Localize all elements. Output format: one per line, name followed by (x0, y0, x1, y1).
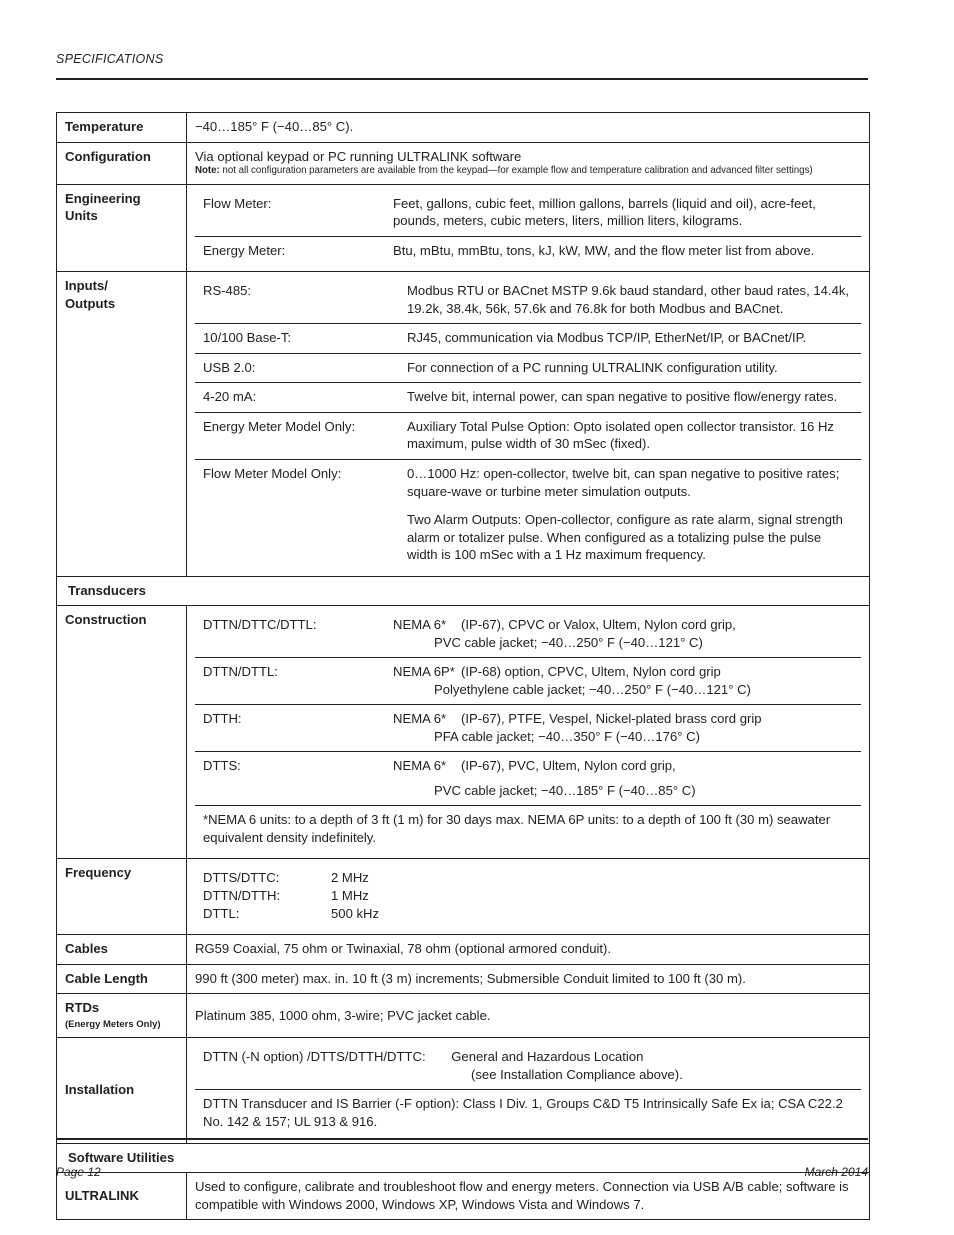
note-prefix: Note: (195, 165, 220, 177)
install-row-1 (195, 1043, 861, 1090)
row-label-inputs-outputs: Inputs/ Outputs (57, 272, 187, 576)
note-body: not all configuration parameters are available from the keypad—for example flow and temperature calibration and advanced filter settings) (219, 165, 813, 177)
io-value-energy-meter-only: Auxiliary Total Pulse Option: Opto isolated open collector transistor. 16 Hz maximum, pulse width of 30 mSec (fixed). (399, 412, 861, 459)
io-key-4-20ma: 4-20 mA: (195, 383, 399, 413)
row-value-engineering-units (187, 184, 870, 272)
install-key-1: DTTN (-N option) /DTTS/DTTH/DTTC: (203, 1049, 426, 1065)
install-row-2: DTTN Transducer and IS Barrier (-F option): Class I Div. 1, Groups C&D T5 Intrinsically Safe Ex ia; CSA C22.2 No. 142 & 157; UL 913 & 916. (203, 1096, 843, 1129)
row-label-installation: Installation (57, 1038, 187, 1143)
con-line2-3: PFA cable jacket; −40…350° F (−40…176° C) (434, 728, 700, 744)
freq-key-1: DTTS/DTTC: (203, 870, 280, 886)
freq-value-1: 2 MHz (331, 870, 369, 886)
row-value-installation (187, 1038, 870, 1143)
table-row (195, 705, 861, 752)
engineering-units-subtable (195, 190, 861, 266)
con-line1-2: (IP-68) option, CPVC, Ultem, Nylon cord grip (461, 664, 721, 680)
con-key-3: DTTH: (195, 705, 385, 752)
row-value-cables: RG59 Coaxial, 75 ohm or Twinaxial, 78 ohm (optional armored conduit). (187, 935, 870, 965)
table-row-construction (57, 606, 870, 859)
rtds-label-text: RTDs (65, 1000, 100, 1016)
table-row-installation (57, 1038, 870, 1143)
row-value-ultralink: Used to configure, calibrate and troubleshoot flow and energy meters. Connection via USB A/B cable; software is compatible with Windows 2000, Windows XP, Windows Vista and Windows 7. (187, 1173, 870, 1220)
row-label-construction: Construction (57, 606, 187, 859)
row-value-inputs-outputs (187, 272, 870, 576)
row-label-configuration: Configuration (57, 142, 187, 184)
footer-page-number: Page 12 (56, 1165, 101, 1179)
row-label-temperature: Temperature (57, 113, 187, 143)
table-row (195, 190, 861, 237)
io-value-alarm-outputs: Two Alarm Outputs: Open-collector, configure as rate alarm, signal strength alarm or totalizer pulse. When configured as a totalizing pulse the pulse width is 100 mSec with a 1 Hz maximum frequency. (407, 512, 843, 563)
row-value-cable-length: 990 ft (300 meter) max. in. 10 ft (3 m) increments; Submersible Conduit limited to 100 ft (30 m). (187, 964, 870, 994)
install-line2: (see Installation Compliance above). (471, 1066, 683, 1082)
table-row (195, 412, 861, 459)
table-row (195, 752, 861, 806)
table-row (195, 1043, 861, 1090)
running-head: SPECIFICATIONS (56, 52, 164, 66)
construction-subtable (195, 611, 861, 852)
install-line1: General and Hazardous Location (451, 1049, 644, 1065)
con-line2-2: Polyethylene cable jacket; −40…250° F (−40…121° C) (434, 681, 751, 697)
con-value-1 (385, 611, 861, 658)
table-row (195, 277, 861, 324)
row-value-rtds: Platinum 385, 1000 ohm, 3-wire; PVC jacket cable. (187, 994, 870, 1038)
inputs-outputs-subtable (195, 277, 861, 569)
table-row-temperature (57, 113, 870, 143)
frequency-subtable (195, 864, 861, 928)
table-row (195, 506, 861, 570)
row-label-cable-length: Cable Length (57, 964, 187, 994)
io-value-flow-meter-only: 0…1000 Hz: open-collector, twelve bit, can span negative to positive rates; square-wave or turbine meter simulation outputs. (407, 465, 840, 499)
io-key-alarm-blank (195, 506, 399, 570)
section-title-transducers: Transducers (57, 576, 870, 606)
table-row (195, 611, 861, 658)
table-row-frequency (57, 859, 870, 935)
table-row (195, 1090, 861, 1137)
header-rule (56, 78, 868, 80)
io-key-flow-meter-only: Flow Meter Model Only: (203, 465, 342, 481)
footer-rule (56, 1138, 868, 1140)
row-label-cables: Cables (57, 935, 187, 965)
table-row (195, 324, 861, 354)
con-nema-4: NEMA 6* (393, 758, 447, 774)
table-row-inputs-outputs (57, 272, 870, 576)
table-row-cable-length (57, 964, 870, 994)
con-nema-3: NEMA 6* (393, 711, 447, 727)
table-row (195, 658, 861, 705)
section-title-software-utilities: Software Utilities (57, 1143, 870, 1173)
table-row-rtds (57, 994, 870, 1038)
eu-value-energy-meter: Btu, mBtu, mmBtu, tons, kJ, kW, MW, and the flow meter list from above. (393, 242, 815, 258)
con-line1-3: (IP-67), PTFE, Vespel, Nickel-plated brass cord grip (461, 711, 762, 727)
io-value-base-t: RJ45, communication via Modbus TCP/IP, EtherNet/IP, or BACnet/IP. (399, 324, 861, 354)
con-value-3 (385, 705, 861, 752)
con-line2-4: PVC cable jacket; −40…185° F (−40…85° C) (434, 782, 696, 798)
specifications-table-wrapper (56, 112, 870, 1220)
table-row-configuration (57, 142, 870, 184)
freq-key-2: DTTN/DTTH: (203, 888, 281, 904)
table-row (195, 353, 861, 383)
eu-key-flow-meter: Flow Meter: (195, 190, 385, 237)
io-value-rs485: Modbus RTU or BACnet MSTP 9.6k baud standard, other baud rates, 14.4k, 19.2k, 38.4k, 56k, 57.6k and 76.8k for both Modbus and BACnet. (399, 277, 861, 324)
table-row (195, 864, 861, 887)
eu-value-flow-meter: Feet, gallons, cubic feet, million gallons, barrels (liquid and oil), acre-feet, pounds, meters, cubic meters, liters, million liters, kilograms. (385, 190, 861, 237)
io-value-4-20ma: Twelve bit, internal power, can span negative to positive flow/energy rates. (399, 383, 861, 413)
installation-subtable (195, 1043, 861, 1136)
construction-footnote: *NEMA 6 units: to a depth of 3 ft (1 m) for 30 days max. NEMA 6P units: to a depth of 100 ft (30 m) seawater equivalent density indefinitely. (203, 812, 831, 845)
io-key-usb: USB 2.0: (195, 353, 399, 383)
row-value-configuration (187, 142, 870, 184)
table-row (195, 905, 861, 929)
row-value-temperature: −40…185° F (−40…85° C). (187, 113, 870, 143)
table-row (195, 887, 861, 905)
table-row (195, 806, 861, 853)
table-row (195, 383, 861, 413)
row-label-ultralink: ULTRALINK (57, 1173, 187, 1220)
table-row-software-utilities-section (57, 1143, 870, 1173)
con-key-4: DTTS: (195, 752, 385, 806)
configuration-text: Via optional keypad or PC running ULTRALINK software (195, 148, 522, 164)
con-line1-4: (IP-67), PVC, Ultem, Nylon cord grip, (461, 758, 676, 774)
con-nema-1: NEMA 6* (393, 617, 447, 633)
freq-value-3: 500 kHz (331, 905, 380, 921)
table-row (195, 236, 861, 265)
con-line2-1: PVC cable jacket; −40…250° F (−40…121° C) (434, 634, 703, 650)
table-row (195, 459, 861, 506)
io-key-base-t: 10/100 Base-T: (195, 324, 399, 354)
table-row-ultralink (57, 1173, 870, 1220)
row-value-frequency (187, 859, 870, 935)
table-row-cables (57, 935, 870, 965)
footer-date: March 2014 (804, 1165, 868, 1179)
freq-key-3: DTTL: (203, 905, 240, 921)
con-value-2 (385, 658, 861, 705)
io-value-usb: For connection of a PC running ULTRALINK configuration utility. (399, 353, 861, 383)
con-key-2: DTTN/DTTL: (195, 658, 385, 705)
row-value-construction (187, 606, 870, 859)
freq-value-2: 1 MHz (331, 888, 369, 904)
con-key-1: DTTN/DTTC/DTTL: (195, 611, 385, 658)
table-row-transducers-section (57, 576, 870, 606)
io-key-energy-meter-only: Energy Meter Model Only: (195, 412, 399, 459)
table-row-engineering-units (57, 184, 870, 272)
rtds-sublabel: (Energy Meters Only) (65, 1018, 161, 1030)
eu-key-energy-meter: Energy Meter: (203, 242, 286, 258)
con-nema-2: NEMA 6P* (393, 664, 455, 680)
configuration-note (195, 165, 861, 178)
row-label-engineering-units: Engineering Units (57, 184, 187, 272)
con-value-4 (385, 752, 861, 806)
specifications-table (56, 112, 870, 1220)
row-label-rtds (57, 994, 187, 1038)
con-line1-1: (IP-67), CPVC or Valox, Ultem, Nylon cord grip, (461, 617, 736, 633)
row-label-frequency: Frequency (57, 859, 187, 935)
io-key-rs485: RS-485: (195, 277, 399, 324)
